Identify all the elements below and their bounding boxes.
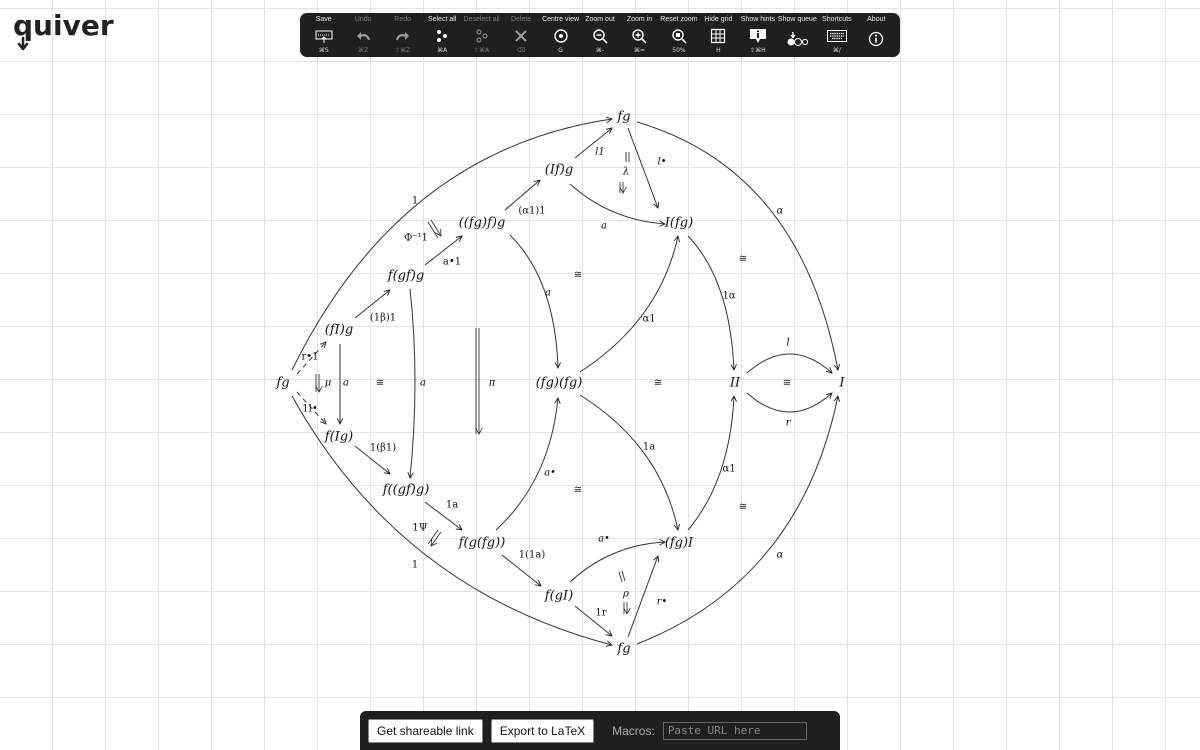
reset-zoom-icon bbox=[670, 28, 688, 44]
hide-grid-label: Hide grid bbox=[704, 16, 733, 23]
label-cong-right-top: ≅ bbox=[738, 253, 748, 265]
label-alpha-bot: α bbox=[776, 549, 784, 561]
queue-icon bbox=[788, 31, 806, 47]
save-button[interactable] bbox=[304, 13, 343, 57]
label-cong-mid-top: ≅ bbox=[573, 269, 583, 281]
node-f-gI[interactable]: f(gI) bbox=[544, 588, 574, 604]
undo-button[interactable] bbox=[343, 13, 382, 57]
keyboard-icon bbox=[828, 28, 846, 44]
label-1beta1-bot: 1(β1) bbox=[369, 442, 397, 454]
about-button[interactable] bbox=[857, 13, 896, 57]
grid-icon bbox=[709, 28, 727, 44]
edge-r bbox=[747, 393, 832, 412]
node-fg-fg[interactable]: (fg)(fg) bbox=[535, 375, 583, 391]
node-If-g[interactable]: (If)g bbox=[544, 162, 574, 178]
edge-r-dot-1 bbox=[297, 342, 326, 374]
cell-phi-inv bbox=[428, 220, 441, 238]
select-all-icon bbox=[433, 28, 451, 44]
about-label: About bbox=[867, 16, 886, 23]
cell-rho bbox=[624, 602, 627, 614]
label-1-l-dot: 1l• bbox=[302, 403, 318, 415]
label-cong-ii: ≅ bbox=[782, 377, 792, 389]
label-a-left1: a bbox=[343, 377, 349, 389]
redo-label: Redo bbox=[394, 16, 412, 23]
label-one-top: 1 bbox=[411, 195, 419, 207]
label-1psi: 1Ψ bbox=[412, 522, 428, 534]
deselect-all-label: Deselect all bbox=[463, 16, 500, 23]
label-l1: l1 bbox=[595, 146, 605, 158]
label-r: r bbox=[785, 417, 791, 429]
label-mu: μ bbox=[324, 377, 332, 389]
zoom-in-label: Zoom in bbox=[626, 16, 653, 23]
label-1-1a: 1(1a) bbox=[518, 549, 546, 561]
label-1beta1-top: (1β)1 bbox=[369, 312, 397, 324]
zoom-out-label: Zoom out bbox=[585, 16, 615, 23]
edge-alpha1-bot bbox=[688, 396, 734, 530]
reset-zoom-label: Reset zoom bbox=[660, 16, 698, 23]
select-all-button[interactable] bbox=[422, 13, 461, 57]
edge-l1 bbox=[575, 128, 612, 158]
edge-alpha-bottom bbox=[637, 396, 838, 644]
label-l: l bbox=[786, 337, 790, 349]
node-I[interactable]: I bbox=[839, 375, 845, 391]
edge-1r bbox=[575, 606, 612, 636]
cell-mu bbox=[316, 374, 319, 392]
centre-view-icon bbox=[552, 28, 570, 44]
edge-a-dot-bot bbox=[570, 542, 665, 582]
label-l-dot: l• bbox=[657, 156, 667, 168]
edge-l bbox=[747, 354, 832, 373]
export-to-latex-button[interactable]: Export to LaTeX bbox=[491, 719, 594, 743]
label-a-dot-bot: a• bbox=[598, 533, 610, 545]
edge-1-l-dot bbox=[297, 392, 326, 424]
deselect-all-icon bbox=[473, 28, 491, 44]
zoom-out-button[interactable] bbox=[580, 13, 619, 57]
redo-shortcut: ⇧⌘Z bbox=[395, 47, 411, 54]
label-1r: 1r bbox=[595, 607, 607, 619]
zoom-in-icon bbox=[630, 28, 648, 44]
toolbar bbox=[300, 13, 900, 57]
node-fg-I[interactable]: (fg)I bbox=[664, 535, 694, 551]
edge-1a-left bbox=[425, 499, 462, 530]
deselect-all-button[interactable] bbox=[462, 13, 501, 57]
logo-text: quiver bbox=[13, 9, 114, 42]
shortcuts-button[interactable] bbox=[817, 13, 856, 57]
show-hints-shortcut: ⇧⌘H bbox=[750, 47, 766, 54]
label-1alpha: 1α bbox=[722, 290, 736, 302]
info-icon bbox=[867, 31, 885, 47]
node-fg-top[interactable]: fg bbox=[617, 109, 631, 125]
edge-r-dot bbox=[628, 556, 658, 637]
select-all-label: Select all bbox=[427, 16, 457, 23]
label-r-dot-1: r•1 bbox=[301, 351, 319, 363]
label-lambda: λ bbox=[622, 166, 630, 178]
label-a-dot-1: a•1 bbox=[442, 256, 462, 268]
reset-zoom-shortcut: 50% bbox=[672, 47, 686, 54]
centre-view-label: Centre view bbox=[542, 16, 580, 23]
delete-button[interactable] bbox=[501, 13, 540, 57]
save-shortcut: ⌘S bbox=[318, 47, 329, 54]
label-alpha1-top: α1 bbox=[642, 313, 656, 325]
edge-1beta1-bot bbox=[355, 446, 390, 474]
undo-label: Undo bbox=[354, 16, 372, 23]
node-fIg[interactable]: (fI)g bbox=[324, 322, 354, 338]
label-alpha1-1: (α1)1 bbox=[518, 205, 546, 217]
quiver-logo bbox=[12, 8, 114, 56]
node-fg-f-g[interactable]: ((fg)f)g bbox=[458, 215, 506, 231]
label-cong-right-bot: ≅ bbox=[738, 501, 748, 513]
edge-a-dot-mid bbox=[496, 398, 558, 530]
label-a-mid: a bbox=[545, 287, 551, 299]
edge-one-bottom bbox=[292, 396, 612, 645]
edge-alpha1-top bbox=[580, 236, 678, 372]
export-bar bbox=[360, 711, 840, 750]
label-a-mid-top: a bbox=[601, 220, 607, 232]
label-alpha-top: α bbox=[776, 205, 784, 217]
cell-psi bbox=[428, 530, 441, 546]
label-cong-mid-bot: ≅ bbox=[573, 484, 583, 496]
link-box-icon bbox=[315, 28, 333, 44]
hide-grid-shortcut: H bbox=[716, 47, 721, 54]
node-I-fg[interactable]: I(fg) bbox=[664, 215, 694, 231]
edge-1alpha bbox=[688, 236, 734, 370]
edge-a-right-top bbox=[570, 184, 665, 224]
node-f-gf-g[interactable]: f(gf)g bbox=[387, 268, 425, 284]
node-f-Ig[interactable]: f(Ig) bbox=[324, 429, 354, 445]
zoom-out-icon bbox=[591, 28, 609, 44]
node-fg-left[interactable]: fg bbox=[276, 375, 290, 391]
label-alpha1-bot: α1 bbox=[722, 463, 736, 475]
select-all-shortcut: ⌘A bbox=[437, 47, 448, 54]
show-hints-button[interactable] bbox=[738, 13, 777, 57]
show-hints-label: Show hints bbox=[740, 16, 776, 23]
label-a-left2: a bbox=[420, 377, 426, 389]
centre-view-button[interactable] bbox=[541, 13, 580, 57]
delete-icon bbox=[512, 28, 530, 44]
delete-shortcut: ⌫ bbox=[516, 47, 526, 54]
get-shareable-link-button[interactable]: Get shareable link bbox=[368, 719, 483, 743]
undo-icon bbox=[354, 28, 372, 44]
zoom-out-shortcut: ⌘- bbox=[595, 47, 605, 54]
hide-grid-button[interactable] bbox=[699, 13, 738, 57]
shortcuts-shortcut: ⌘/ bbox=[832, 47, 841, 54]
label-cong-left: ≅ bbox=[375, 377, 385, 389]
zoom-in-shortcut: ⌘= bbox=[633, 47, 645, 54]
label-cong-mid: ≅ bbox=[653, 377, 663, 389]
show-queue-button[interactable] bbox=[778, 13, 817, 57]
label-a-dot-mid: a• bbox=[544, 467, 556, 479]
equals-lambda bbox=[626, 152, 629, 162]
cell-pi bbox=[476, 328, 479, 434]
macros-url-input[interactable] bbox=[663, 722, 807, 740]
edge-1a-right bbox=[580, 395, 678, 530]
shortcuts-label: Shortcuts bbox=[822, 16, 852, 23]
label-pi: π bbox=[488, 377, 496, 389]
edge-alpha-top bbox=[637, 122, 838, 370]
label-1a-right: 1a bbox=[642, 441, 656, 453]
deselect-all-shortcut: ⇧⌘A bbox=[474, 47, 490, 54]
macros-label: Macros: bbox=[612, 723, 655, 738]
show-queue-label: Show queue bbox=[777, 16, 817, 23]
node-f-g-fg[interactable]: f(g(fg)) bbox=[458, 535, 506, 551]
edge-a-dot-1 bbox=[425, 236, 462, 265]
edge-1-1a bbox=[502, 555, 541, 586]
centre-view-shortcut: G bbox=[558, 47, 563, 54]
label-one-bottom: 1 bbox=[411, 559, 419, 571]
edge-a-left2 bbox=[410, 289, 415, 478]
delete-label: Delete bbox=[510, 16, 532, 23]
edge-l-dot bbox=[628, 128, 658, 208]
node-f-gf-g-bot[interactable]: f((gf)g) bbox=[382, 482, 430, 498]
node-II[interactable]: II bbox=[729, 375, 741, 391]
save-label: Save bbox=[315, 16, 332, 23]
edge-1beta1-top bbox=[355, 290, 390, 318]
label-1a: 1a bbox=[445, 499, 459, 511]
redo-icon bbox=[394, 28, 412, 44]
edge-a-mid bbox=[510, 235, 558, 368]
edge-one-top bbox=[292, 119, 612, 370]
hint-icon bbox=[749, 28, 767, 44]
label-phi-inv-1: Φ⁻¹1 bbox=[404, 232, 428, 244]
reset-zoom-button[interactable] bbox=[659, 13, 698, 57]
zoom-in-button[interactable] bbox=[620, 13, 659, 57]
equals-rho bbox=[619, 571, 625, 582]
undo-shortcut: ⌘Z bbox=[358, 47, 369, 54]
redo-button[interactable] bbox=[383, 13, 422, 57]
label-rho: ρ bbox=[623, 588, 629, 600]
cell-lambda bbox=[620, 182, 623, 193]
label-r-dot: r• bbox=[656, 596, 668, 608]
edge-alpha1-1 bbox=[505, 180, 540, 210]
node-fg-bottom[interactable]: fg bbox=[617, 641, 631, 657]
